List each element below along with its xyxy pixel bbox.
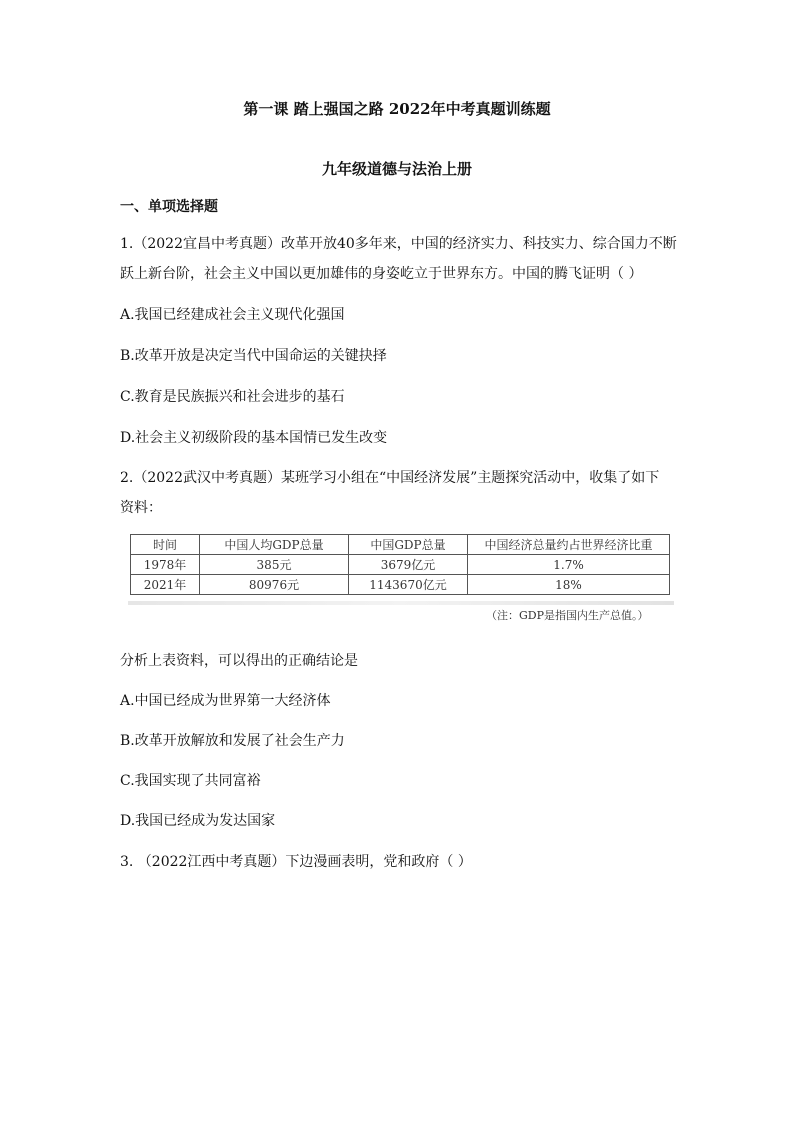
q2-option-c: C.我国实现了共同富裕 bbox=[120, 773, 261, 789]
table-note: （注：GDP是指国内生产总值。） bbox=[486, 609, 649, 622]
document-title: 第一课 踏上强国之路 2022年中考真题训练题 bbox=[243, 100, 551, 118]
q1-stem-line1: 1.（2022宜昌中考真题）改革开放40多年来，中国的经济实力、科技实力、综合国力不断 bbox=[120, 236, 677, 252]
table-cell: 1.7% bbox=[468, 555, 670, 575]
document-subtitle: 九年级道德与法治上册 bbox=[321, 160, 472, 178]
q1-option-a: A.我国已经建成社会主义现代化强国 bbox=[120, 307, 345, 323]
q3-stem-line1: 3. （2022江西中考真题）下边漫画表明，党和政府（ ） bbox=[120, 854, 472, 870]
table-cell: 18% bbox=[468, 575, 670, 595]
table-row bbox=[131, 555, 670, 575]
q1-option-b: B.改革开放是决定当代中国命运的关键抉择 bbox=[120, 348, 387, 364]
table-cell: 1143670亿元 bbox=[349, 575, 468, 595]
table-cell: 3679亿元 bbox=[349, 555, 468, 575]
table-header-row bbox=[131, 535, 670, 555]
table-cell: 385元 bbox=[200, 555, 349, 575]
q1-option-d: D.社会主义初级阶段的基本国情已发生改变 bbox=[120, 430, 388, 446]
table-header-total: 中国GDP总量 bbox=[349, 535, 468, 555]
gdp-table bbox=[130, 534, 670, 595]
q2-stem-line2: 资料： bbox=[120, 500, 162, 516]
q1-option-c: C.教育是民族振兴和社会进步的基石 bbox=[120, 389, 345, 405]
scan-artifact bbox=[128, 601, 674, 605]
q1-stem-line2: 跃上新台阶，社会主义中国以更加雄伟的身姿屹立于世界东方。中国的腾飞证明（ ） bbox=[120, 266, 643, 282]
q2-prompt: 分析上表资料，可以得出的正确结论是 bbox=[120, 653, 358, 669]
table-cell: 80976元 bbox=[200, 575, 349, 595]
table-cell: 1978年 bbox=[131, 555, 200, 575]
q2-option-a: A.中国已经成为世界第一大经济体 bbox=[120, 693, 331, 709]
table-header-time: 时间 bbox=[131, 535, 200, 555]
table-row bbox=[131, 575, 670, 595]
q2-stem-line1: 2.（2022武汉中考真题）某班学习小组在“中国经济发展”主题探究活动中，收集了如下 bbox=[120, 470, 660, 486]
section-heading: 一、单项选择题 bbox=[120, 199, 218, 215]
table-header-per-capita: 中国人均GDP总量 bbox=[200, 535, 349, 555]
q2-option-d: D.我国已经成为发达国家 bbox=[120, 813, 276, 829]
table-header-share: 中国经济总量约占世界经济比重 bbox=[468, 535, 670, 555]
table-cell: 2021年 bbox=[131, 575, 200, 595]
q2-option-b: B.改革开放解放和发展了社会生产力 bbox=[120, 733, 345, 749]
